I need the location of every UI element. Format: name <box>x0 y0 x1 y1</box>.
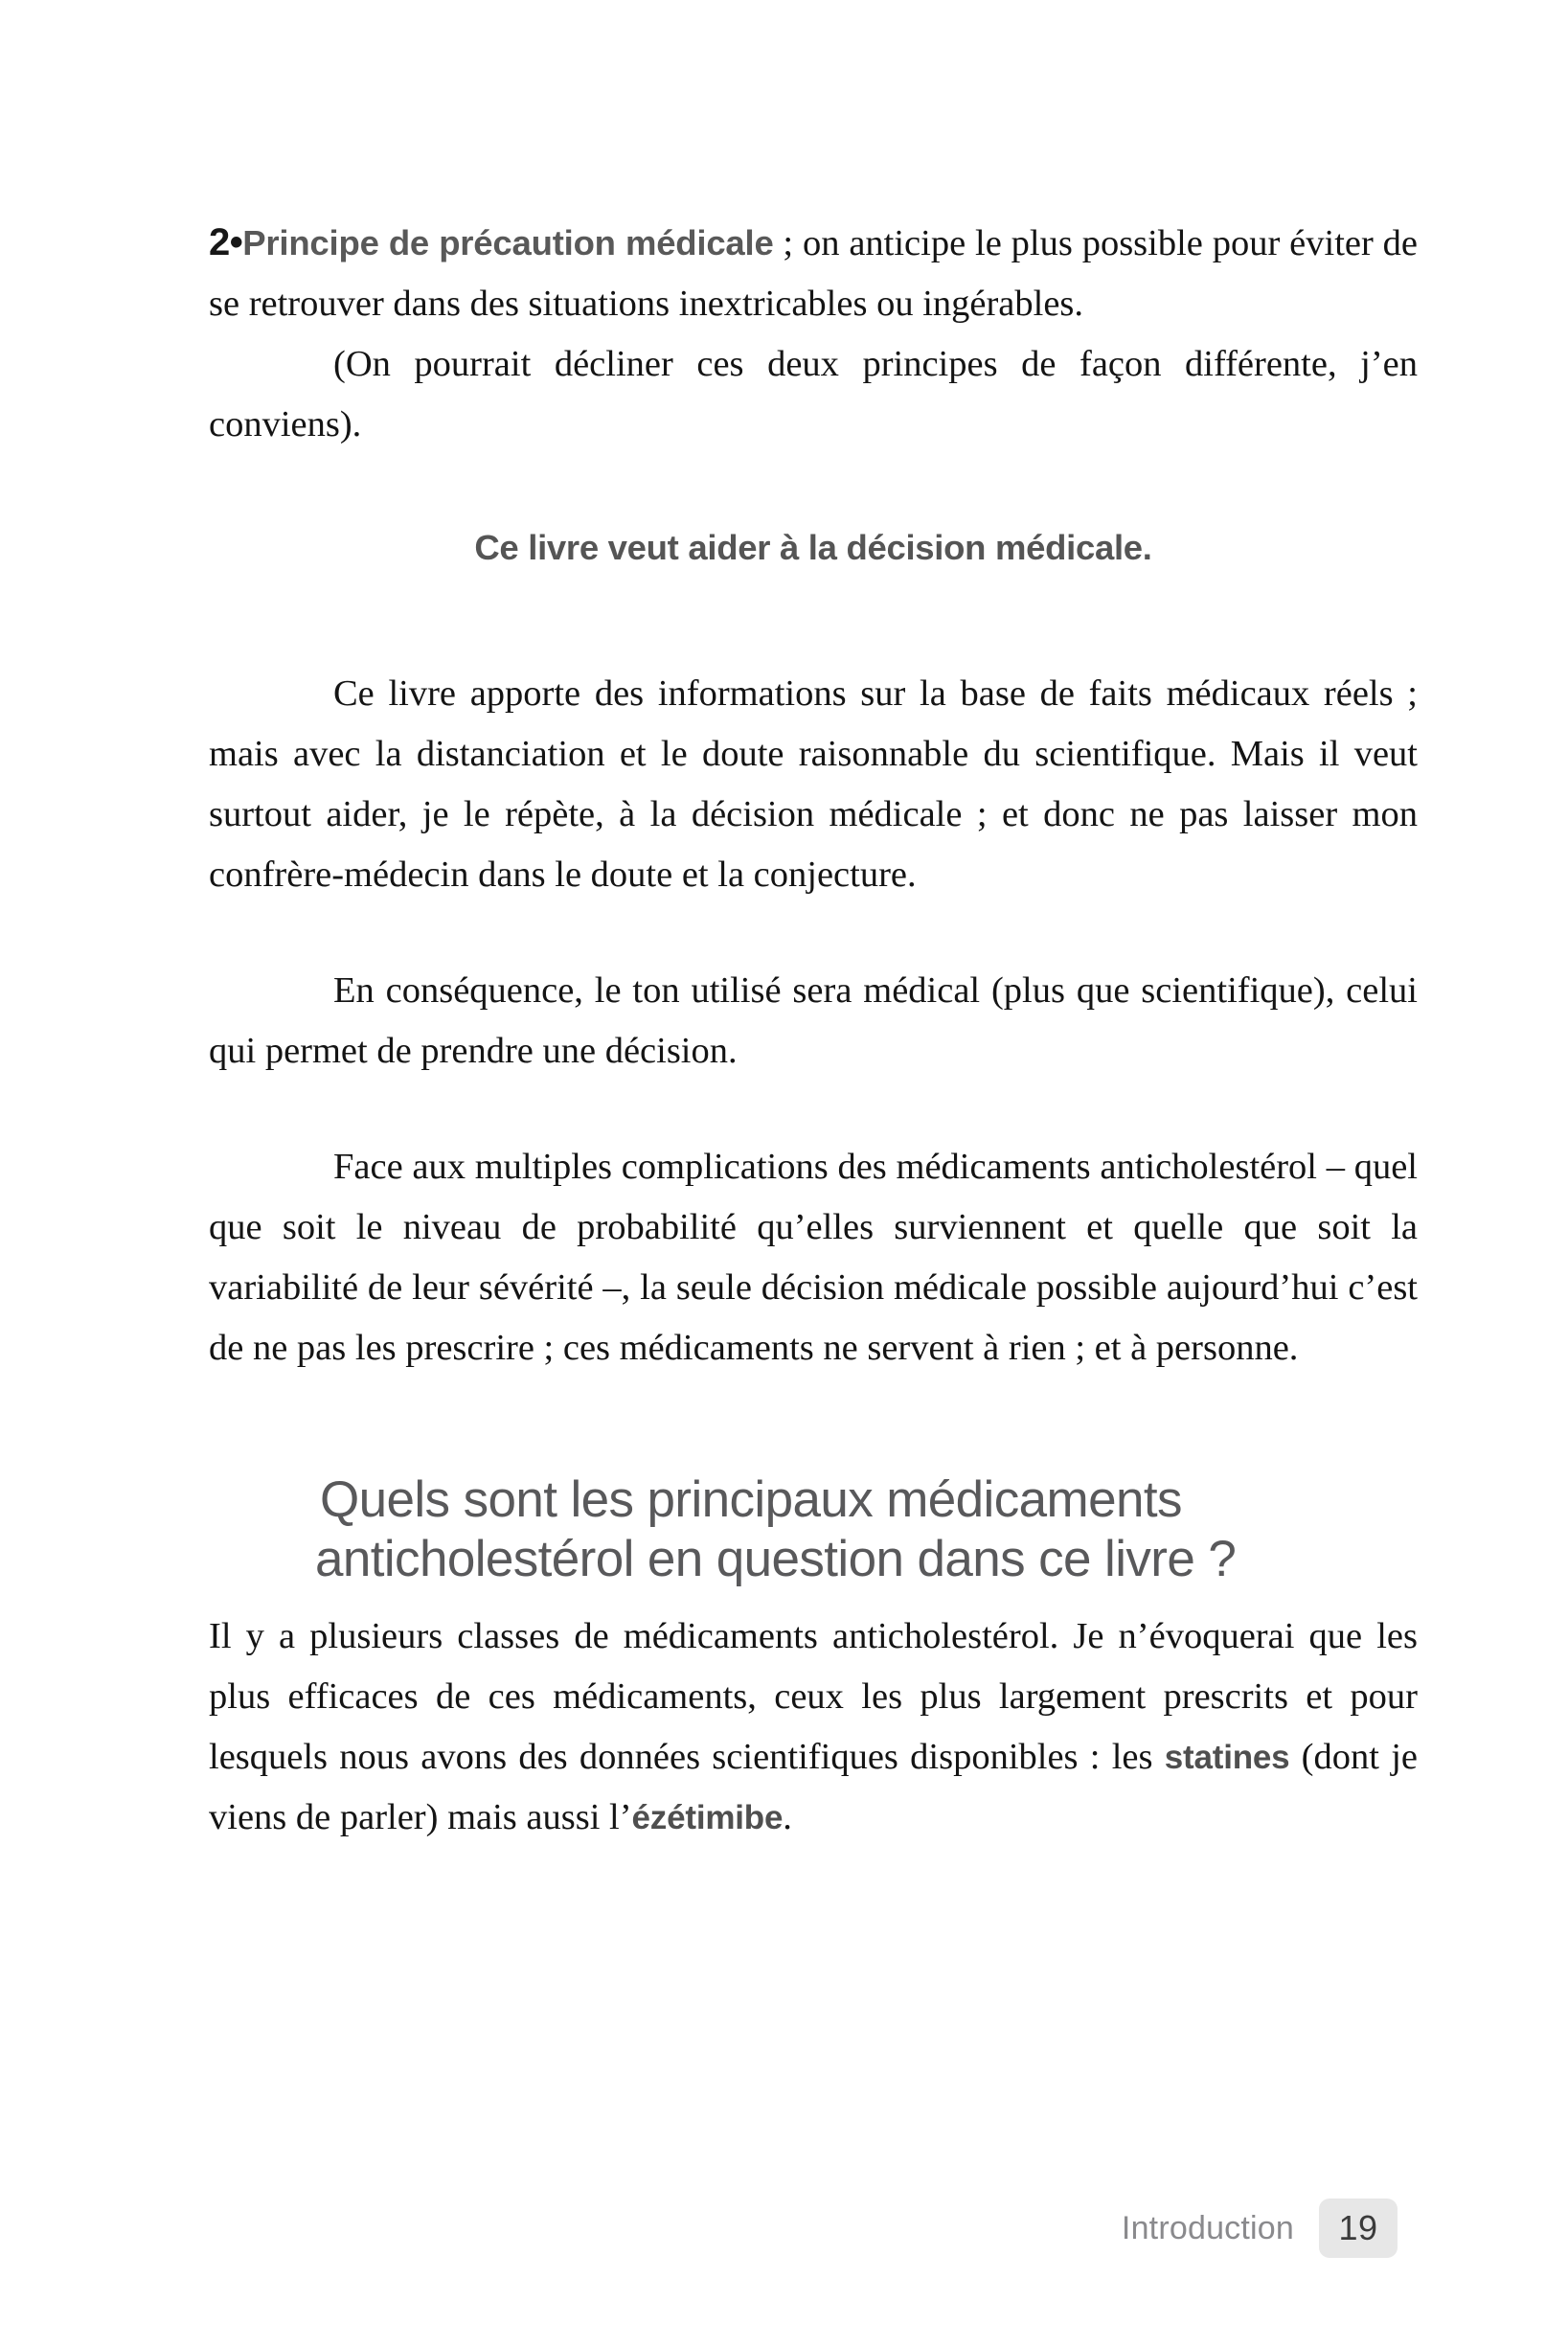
footer-section-label: Introduction <box>1121 2209 1294 2246</box>
paragraph-ton: En conséquence, le ton utilisé sera médical (plus que scientifique), celui qui permet de prendre une décision. <box>209 970 1418 1071</box>
page-content <box>209 213 1418 1848</box>
drug-name-ezetimibe: ézétimibe <box>631 1799 784 1836</box>
centered-statement: Ce livre veut aider à la décision médicale. <box>474 528 1152 567</box>
spacer <box>209 455 1418 524</box>
section-heading-line-1: Quels sont les principaux médicaments <box>320 1471 1182 1528</box>
page-number-box <box>1319 2199 1398 2258</box>
page-footer <box>0 2199 1568 2275</box>
spacer <box>209 1379 1418 1470</box>
spacer <box>209 1589 1418 1606</box>
paragraph-drug-classes <box>209 1606 1418 1848</box>
drug-intro-text-part-2: (dont je viens de parler) mais aussi l’ <box>209 1737 1418 1837</box>
drug-name-statines: statines <box>1164 1739 1290 1776</box>
parenthetical-paragraph: (On pourrait décliner ces deux principes de façon différente, j’en conviens). <box>209 344 1418 444</box>
page-number: 19 <box>1338 2208 1378 2247</box>
spacer <box>209 1082 1418 1137</box>
spacer <box>209 905 1418 961</box>
spacer <box>209 572 1418 664</box>
section-heading <box>209 1470 1418 1589</box>
section-heading-line-2: anticholestérol en question dans ce livre ? <box>315 1531 1237 1587</box>
principle-paragraph <box>209 213 1418 334</box>
principle-term: Principe de précaution médicale <box>242 223 774 262</box>
drug-intro-text-part-3: . <box>783 1797 792 1837</box>
principle-number-marker: 2• <box>209 221 243 263</box>
paragraph-complications: Face aux multiples complications des médicaments anticholestérol – quel que soit le niveau de probabilité qu’elles surviennent et quelle que soit la variabilité de leur sévérité –, la seule décision médicale possible aujourd’hui c’est de ne pas les prescrire ; ces médicaments ne servent à rien ; et à personne. <box>209 1147 1418 1368</box>
paragraph-informations: Ce livre apporte des informations sur la base de faits médicaux réels ; mais avec la distanciation et le doute raisonnable du scientifique. Mais il veut surtout aider, je le répète, à la décision médicale ; et donc ne pas laisser mon confrère-médecin dans le doute et la conjecture. <box>209 673 1418 895</box>
footer-content <box>1122 2199 1398 2258</box>
drug-intro-text-part-1: Il y a plusieurs classes de médicaments anticholestérol. Je n’évoquerai que les plus efficaces de ces médicaments, ceux les plus largement prescrits et pour lesquels nous avons des données scientifiques disponibles : les <box>209 1616 1418 1777</box>
principle-rest-text: ; on anticipe le plus possible pour éviter de se retrouver dans des situations inextricables ou ingérables. <box>209 223 1418 324</box>
